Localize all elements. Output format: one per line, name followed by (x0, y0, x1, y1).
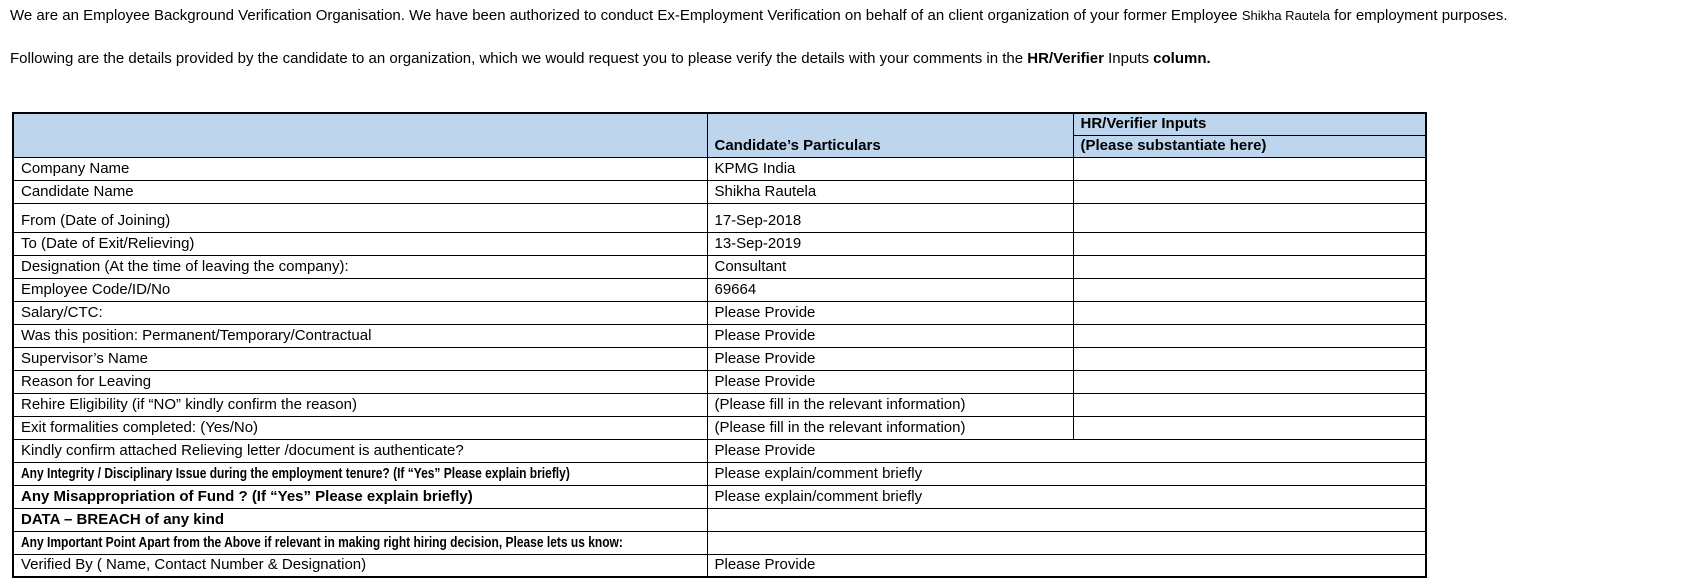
table-row-candidate-name (13, 180, 1426, 203)
candidate-value-employee-code: 69664 (707, 278, 1073, 301)
row-label-company-name: Company Name (13, 157, 707, 180)
hr-input-cell-rehire-eligibility[interactable] (1073, 393, 1426, 416)
hr-input-cell-exit-formalities[interactable] (1073, 416, 1426, 439)
table-row-rehire-eligibility (13, 393, 1426, 416)
intro-text-1: We are an Employee Background Verification Organisation. We have been authorized to conduct Ex-Employment Verification on behalf of an client organization of your former Employee (10, 7, 1242, 24)
table-row-verified-by (13, 554, 1426, 577)
table-row-company-name (13, 157, 1426, 180)
hr-input-cell-date-of-exit[interactable] (1073, 232, 1426, 255)
candidate-value-date-of-exit: 13-Sep-2019 (707, 232, 1073, 255)
row-label-employee-code: Employee Code/ID/No (13, 278, 707, 301)
row-label-relieving-letter: Kindly confirm attached Relieving letter /document is authenticate? (13, 439, 707, 462)
table-row-salary-ctc (13, 301, 1426, 324)
candidate-value-verified-by[interactable]: Please Provide (707, 554, 1426, 577)
candidate-value-exit-formalities: (Please fill in the relevant information) (707, 416, 1073, 439)
hr-input-cell-reason-for-leaving[interactable] (1073, 370, 1426, 393)
header-hr-verifier-inputs: HR/Verifier Inputs (1073, 113, 1426, 135)
table-row-position-type (13, 324, 1426, 347)
intro2-text-2: Inputs (1103, 50, 1154, 67)
candidate-value-misappropriation[interactable]: Please explain/comment briefly (707, 485, 1426, 508)
row-label-exit-formalities: Exit formalities completed: (Yes/No) (13, 416, 707, 439)
candidate-value-position-type: Please Provide (707, 324, 1073, 347)
candidate-value-candidate-name: Shikha Rautela (707, 180, 1073, 203)
row-label-date-of-joining: From (Date of Joining) (13, 203, 707, 232)
row-label-candidate-name: Candidate Name (13, 180, 707, 203)
intro-text-2: for employment purposes. (1329, 7, 1508, 24)
row-label-data-breach: DATA – BREACH of any kind (13, 508, 707, 531)
column-bold: column. (1153, 50, 1211, 67)
candidate-value-data-breach[interactable] (707, 508, 1426, 531)
hr-verifier-bold: HR/Verifier (1027, 50, 1104, 67)
table-row-employee-code (13, 278, 1426, 301)
row-label-date-of-exit: To (Date of Exit/Relieving) (13, 232, 707, 255)
candidate-value-rehire-eligibility: (Please fill in the relevant information) (707, 393, 1073, 416)
table-header-row-1 (13, 113, 1426, 135)
row-label-important-point-text: Any Important Point Apart from the Above if relevant in making right hiring decision, Please lets us know: (21, 533, 623, 551)
row-label-designation: Designation (At the time of leaving the company): (13, 255, 707, 278)
intro-paragraph-2 (10, 49, 1691, 68)
header-field-column (13, 113, 707, 157)
hr-input-cell-employee-code[interactable] (1073, 278, 1426, 301)
candidate-value-reason-for-leaving: Please Provide (707, 370, 1073, 393)
header-please-substantiate: (Please substantiate here) (1073, 135, 1426, 157)
verification-table (12, 112, 1427, 578)
row-label-rehire-eligibility: Rehire Eligibility (if “NO” kindly confirm the reason) (13, 393, 707, 416)
candidate-value-designation: Consultant (707, 255, 1073, 278)
hr-input-cell-company-name[interactable] (1073, 157, 1426, 180)
table-row-integrity-issue (13, 462, 1426, 485)
table-row-designation (13, 255, 1426, 278)
table-row-important-point (13, 531, 1426, 554)
intro2-text-1: Following are the details provided by the candidate to an organization, which we would request you to please verify the details with your comments in the (10, 50, 1028, 67)
candidate-value-important-point[interactable] (707, 531, 1426, 554)
candidate-name-inline: Shikha Rautela (1241, 8, 1330, 23)
hr-input-cell-candidate-name[interactable] (1073, 180, 1426, 203)
table-row-date-of-joining (13, 203, 1426, 232)
hr-input-cell-position-type[interactable] (1073, 324, 1426, 347)
row-label-verified-by: Verified By ( Name, Contact Number & Designation) (13, 554, 707, 577)
hr-input-cell-designation[interactable] (1073, 255, 1426, 278)
candidate-value-company-name: KPMG India (707, 157, 1073, 180)
row-label-salary-ctc: Salary/CTC: (13, 301, 707, 324)
table-row-exit-formalities (13, 416, 1426, 439)
row-label-misappropriation: Any Misappropriation of Fund ? (If “Yes” Please explain briefly) (13, 485, 707, 508)
table-row-reason-for-leaving (13, 370, 1426, 393)
table-row-supervisor-name (13, 347, 1426, 370)
row-label-supervisor-name: Supervisor’s Name (13, 347, 707, 370)
row-label-reason-for-leaving: Reason for Leaving (13, 370, 707, 393)
row-label-position-type: Was this position: Permanent/Temporary/Contractual (13, 324, 707, 347)
candidate-value-relieving-letter[interactable]: Please Provide (707, 439, 1426, 462)
table-row-relieving-letter (13, 439, 1426, 462)
hr-input-cell-supervisor-name[interactable] (1073, 347, 1426, 370)
row-label-important-point (13, 531, 707, 554)
table-row-data-breach (13, 508, 1426, 531)
table-row-date-of-exit (13, 232, 1426, 255)
hr-input-cell-salary-ctc[interactable] (1073, 301, 1426, 324)
candidate-value-integrity-issue[interactable]: Please explain/comment briefly (707, 462, 1426, 485)
candidate-value-salary-ctc: Please Provide (707, 301, 1073, 324)
hr-input-cell-date-of-joining[interactable] (1073, 203, 1426, 232)
header-candidate-particulars: Candidate’s Particulars (707, 113, 1073, 157)
row-label-integrity-issue (13, 462, 707, 485)
table-row-misappropriation (13, 485, 1426, 508)
row-label-integrity-issue-text: Any Integrity / Disciplinary Issue during the employment tenure? (If “Yes” Please explain briefly) (21, 464, 570, 482)
candidate-value-supervisor-name: Please Provide (707, 347, 1073, 370)
candidate-value-date-of-joining: 17-Sep-2018 (707, 203, 1073, 232)
intro-paragraph-1 (10, 0, 1691, 25)
